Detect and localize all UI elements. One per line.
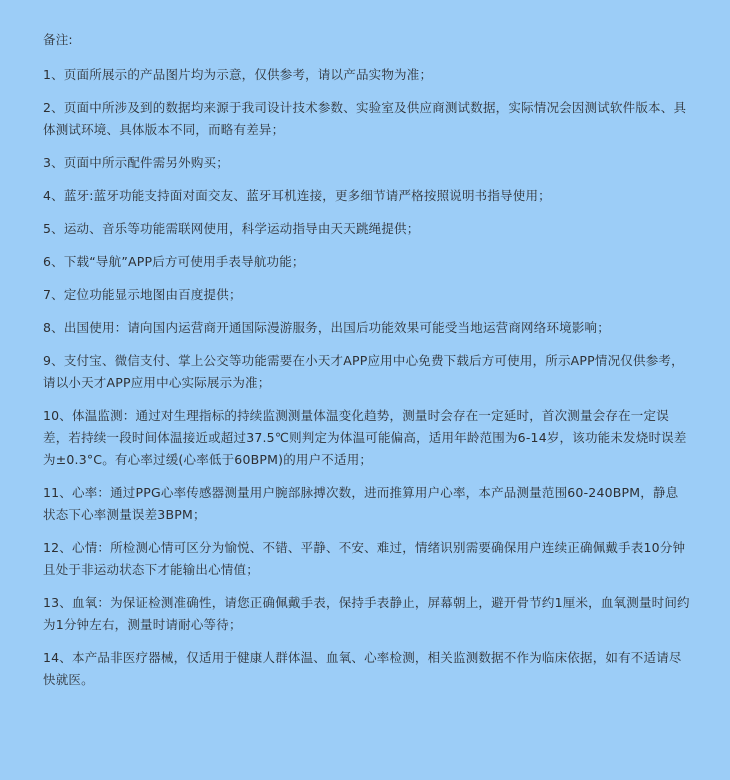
note-item: 12、心情：所检测心情可区分为愉悦、不错、平静、不安、难过，情绪识别需要确保用户连续正确佩戴手表10分钟且处于非运动状态下才能输出心情值； [43,540,686,577]
note-item: 1、页面所展示的产品图片均为示意，仅供参考，请以产品实物为准； [43,67,433,82]
note-item: 8、出国使用：请向国内运营商开通国际漫游服务，出国后功能效果可能受当地运营商网络环境影响； [43,320,610,335]
note-item: 9、支付宝、微信支付、掌上公交等功能需要在小天才APP应用中心免费下载后方可使用，所示APP情况仅供参考，请以小天才APP应用中心实际展示为准； [43,353,684,390]
note-item: 2、页面中所涉及到的数据均来源于我司设计技术参数、实验室及供应商测试数据，实际情况会因测试软件版本、具体测试环境、具体版本不同，而略有差异； [43,100,687,137]
note-item: 10、体温监测：通过对生理指标的持续监测测量体温变化趋势，测量时会存在一定延时，首次测量会存在一定误差，若持续一段时间体温接近或超过37.5℃则判定为体温可能偏高，适用年龄范围为6-14岁，该功能未发烧时误差为±0.3°C。有心率过缓(心率低于60BPM)的用户不适用； [43,408,687,467]
note-item: 3、页面中所示配件需另外购买； [43,155,229,170]
notes-list [43,64,690,691]
note-item: 7、定位功能显示地图由百度提供； [43,287,242,302]
note-item: 13、血氧：为保证检测准确性，请您正确佩戴手表，保持手表静止，屏幕朝上，避开骨节约1厘米，血氧测量时间约为1分钟左右，测量时请耐心等待； [43,595,690,632]
note-item: 14、本产品非医疗器械，仅适用于健康人群体温、血氧、心率检测，相关监测数据不作为临床依据，如有不适请尽快就医。 [43,650,682,687]
note-item: 6、下载“导航”APP后方可使用手表导航功能； [43,254,305,269]
note-item: 4、蓝牙:蓝牙功能支持面对面交友、蓝牙耳机连接，更多细节请严格按照说明书指导使用； [43,188,551,203]
note-item: 11、心率：通过PPG心率传感器测量用户腕部脉搏次数，进而推算用户心率，本产品测量范围60-240BPM，静息状态下心率测量误差3BPM； [43,485,679,522]
note-item: 5、运动、音乐等功能需联网使用，科学运动指导由天天跳绳提供； [43,221,420,236]
notes-title: 备注: [43,32,73,47]
